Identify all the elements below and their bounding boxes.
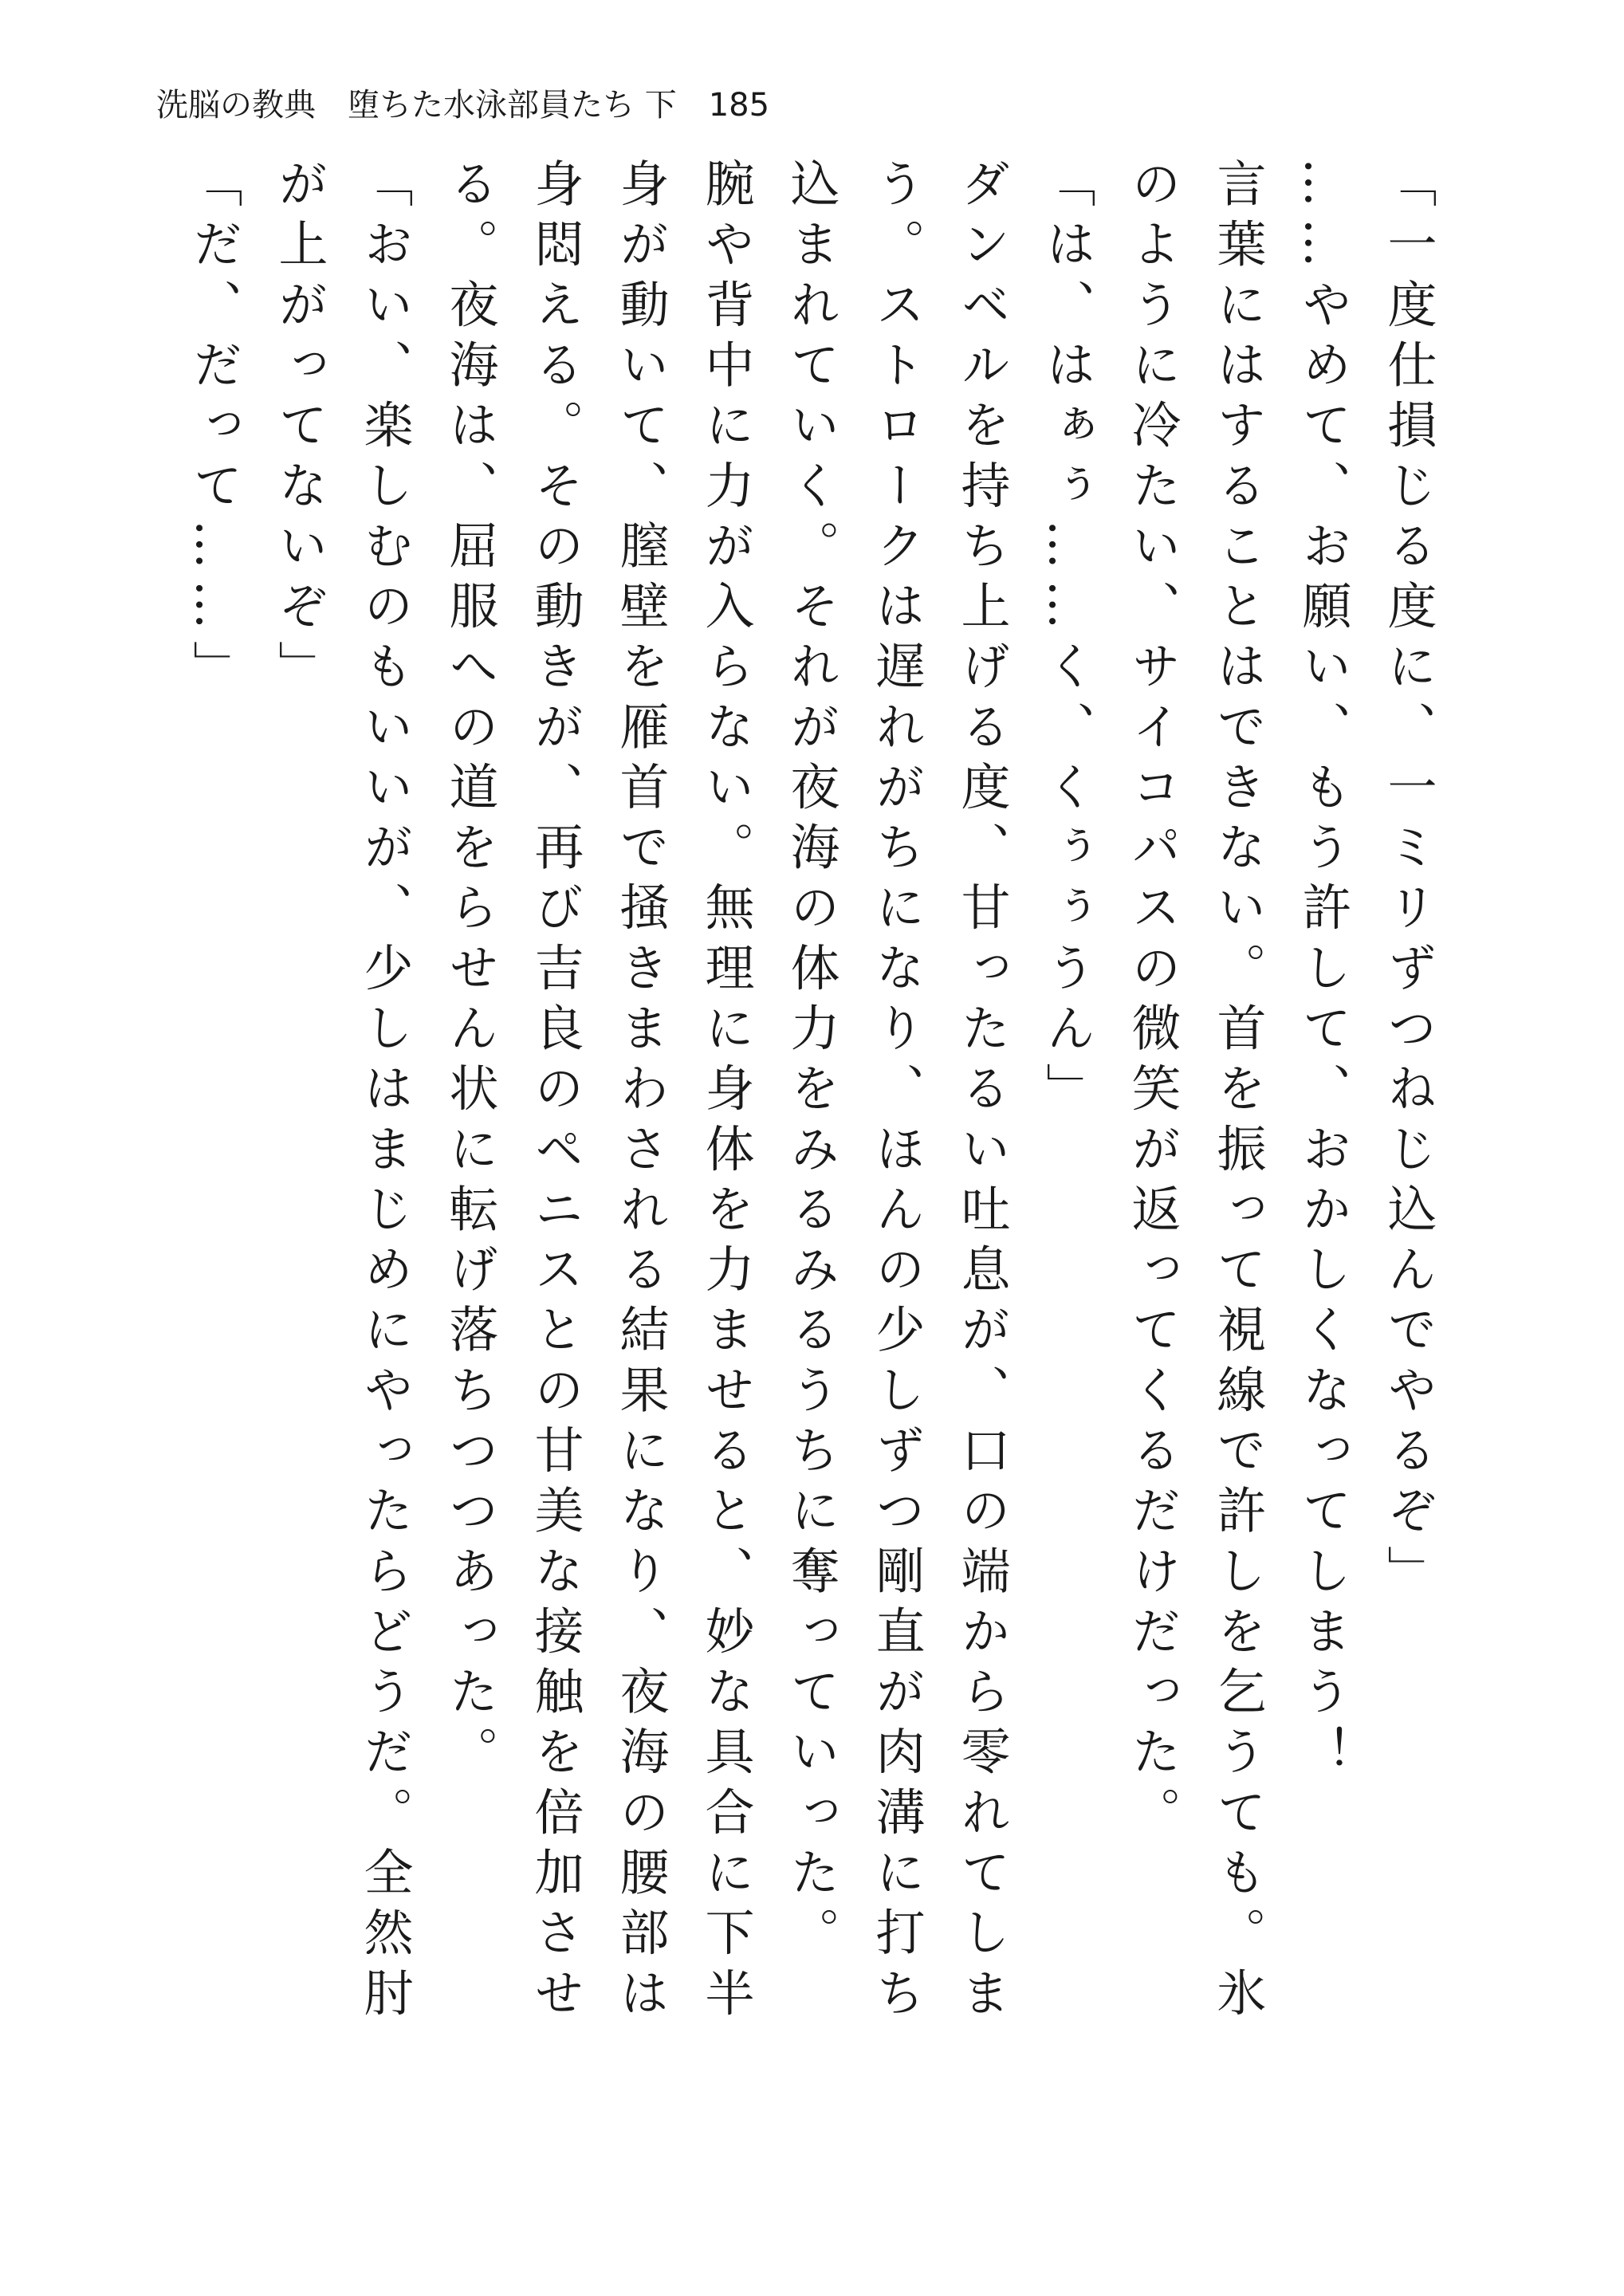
vertical-body-text <box>185 158 1451 2087</box>
paragraph: 「だ、だって……」 <box>185 158 243 701</box>
paragraph: ダンベルを持ち上げる度、甘ったるい吐息が、口の端から零れてしまう。ストロークは遅れがちになり、ほんの少しずつ剛直が肉溝に打ち込まれていく。それが夜海の体力をみるみるうちに奪っていった。 <box>782 158 1011 2027</box>
paragraph: 言葉にはすることはできない。首を振って視線で許しを乞うても。氷のように冷たい、サイコパスの微笑が返ってくるだけだった。 <box>1123 158 1267 2027</box>
paragraph: 腕や背中に力が入らない。無理に身体を力ませると、妙な具合に下半身が動いて、膣壁を雁首で掻きまわされる結果になり、夜海の腰部は身悶える。その動きが、再び吉良のペニスとの甘美な接触を倍加させる。夜海は、屈服への道をらせん状に転げ落ちつつあった。 <box>441 158 755 2027</box>
paragraph: 「おい、楽しむのもいいが、少しはまじめにやったらどうだ。全然肘が上がってないぞ」 <box>270 158 414 2027</box>
book-title: 洗脳の教典 <box>156 87 316 124</box>
paragraph: ……やめて、お願い、もう許して、おかしくなってしまう！ <box>1294 158 1352 1787</box>
page-number: 185 <box>708 87 770 124</box>
running-header <box>156 85 769 126</box>
paragraph: 「は、はぁぅ……く、くぅぅうん」 <box>1038 158 1096 1123</box>
paragraph: 「一度仕損じる度に、一ミリずつねじ込んでやるぞ」 <box>1379 158 1437 1606</box>
book-subtitle: 堕ちた水泳部員たち 下 <box>348 87 677 124</box>
